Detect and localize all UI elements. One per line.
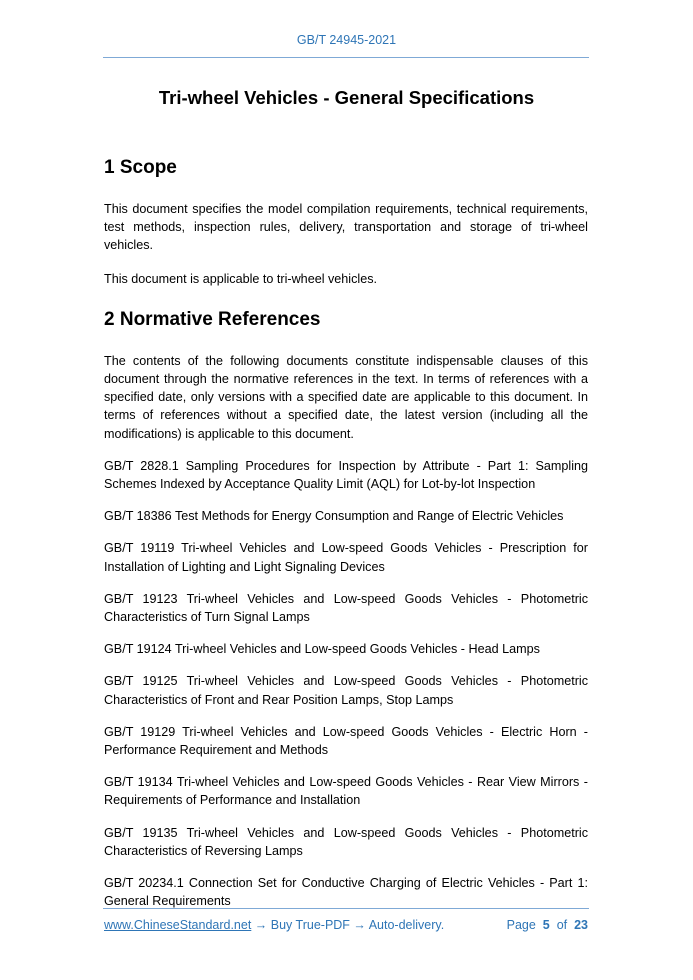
reference-item: GB/T 19125 Tri-wheel Vehicles and Low-speed Goods Vehicles - Photometric Characteristics of Front and Rear Position Lamps, Stop Lamps: [104, 674, 588, 707]
footer: [104, 918, 588, 932]
reference-item: GB/T 2828.1 Sampling Procedures for Inspection by Attribute - Part 1: Sampling Schemes Indexed by Acceptance Quality Limit (AQL) for Lot-by-lot Inspection: [104, 458, 588, 492]
reference-item: GB/T 19124 Tri-wheel Vehicles and Low-speed Goods Vehicles - Head Lamps: [104, 642, 540, 657]
document-body: [104, 155, 588, 910]
page-of: of: [556, 918, 568, 932]
scope-paragraph-2: This document is applicable to tri-wheel vehicles.: [104, 271, 377, 286]
page-label: Page: [506, 918, 536, 932]
reference-item: GB/T 19135 Tri-wheel Vehicles and Low-speed Goods Vehicles - Photometric Characteristics of Reversing Lamps: [104, 825, 588, 858]
section-1-heading: 1 Scope: [104, 157, 177, 178]
references-intro: The contents of the following documents constitute indispensable clauses of this document through the normative references in the text. In terms of references with a specified date, only versions with a specified date are applicable to this document. In terms of references without a specified date, the latest version (including all the modifications) is applicable to this document.: [104, 353, 588, 441]
page-number: [507, 918, 588, 932]
reference-item: GB/T 19119 Tri-wheel Vehicles and Low-speed Goods Vehicles - Prescription for Installation of Lighting and Light Signaling Devices: [104, 541, 588, 574]
scope-paragraph-1: This document specifies the model compilation requirements, technical requirements, test methods, inspection rules, delivery, transportation and storage of tri-wheel vehicles.: [104, 202, 588, 253]
header-doc-id: GB/T 24945-2021: [296, 33, 397, 47]
reference-item: GB/T 19129 Tri-wheel Vehicles and Low-speed Goods Vehicles - Electric Horn - Performance Requirement and Methods: [104, 724, 588, 758]
reference-item: GB/T 20234.1 Connection Set for Conductive Charging of Electric Vehicles - Part 1: General Requirements: [104, 876, 588, 909]
reference-item: GB/T 18386 Test Methods for Energy Consumption and Range of Electric Vehicles: [104, 509, 564, 524]
page-current: 5: [542, 918, 550, 932]
document-title: Tri-wheel Vehicles - General Specifications: [158, 87, 535, 108]
reference-item: GB/T 19134 Tri-wheel Vehicles and Low-speed Goods Vehicles - Rear View Mirrors - Requirements of Performance and Installation: [104, 775, 588, 808]
header-divider: [103, 57, 589, 58]
footer-promo-text: → Buy True-PDF → Auto-delivery.: [251, 918, 445, 932]
section-2-heading: 2 Normative References: [104, 308, 321, 330]
reference-item: GB/T 19123 Tri-wheel Vehicles and Low-speed Goods Vehicles - Photometric Characteristics of Turn Signal Lamps: [104, 591, 588, 625]
page-total: 23: [574, 918, 588, 932]
footer-divider: [103, 908, 589, 909]
chinesestandard-link[interactable]: www.ChineseStandard.net: [104, 918, 252, 932]
